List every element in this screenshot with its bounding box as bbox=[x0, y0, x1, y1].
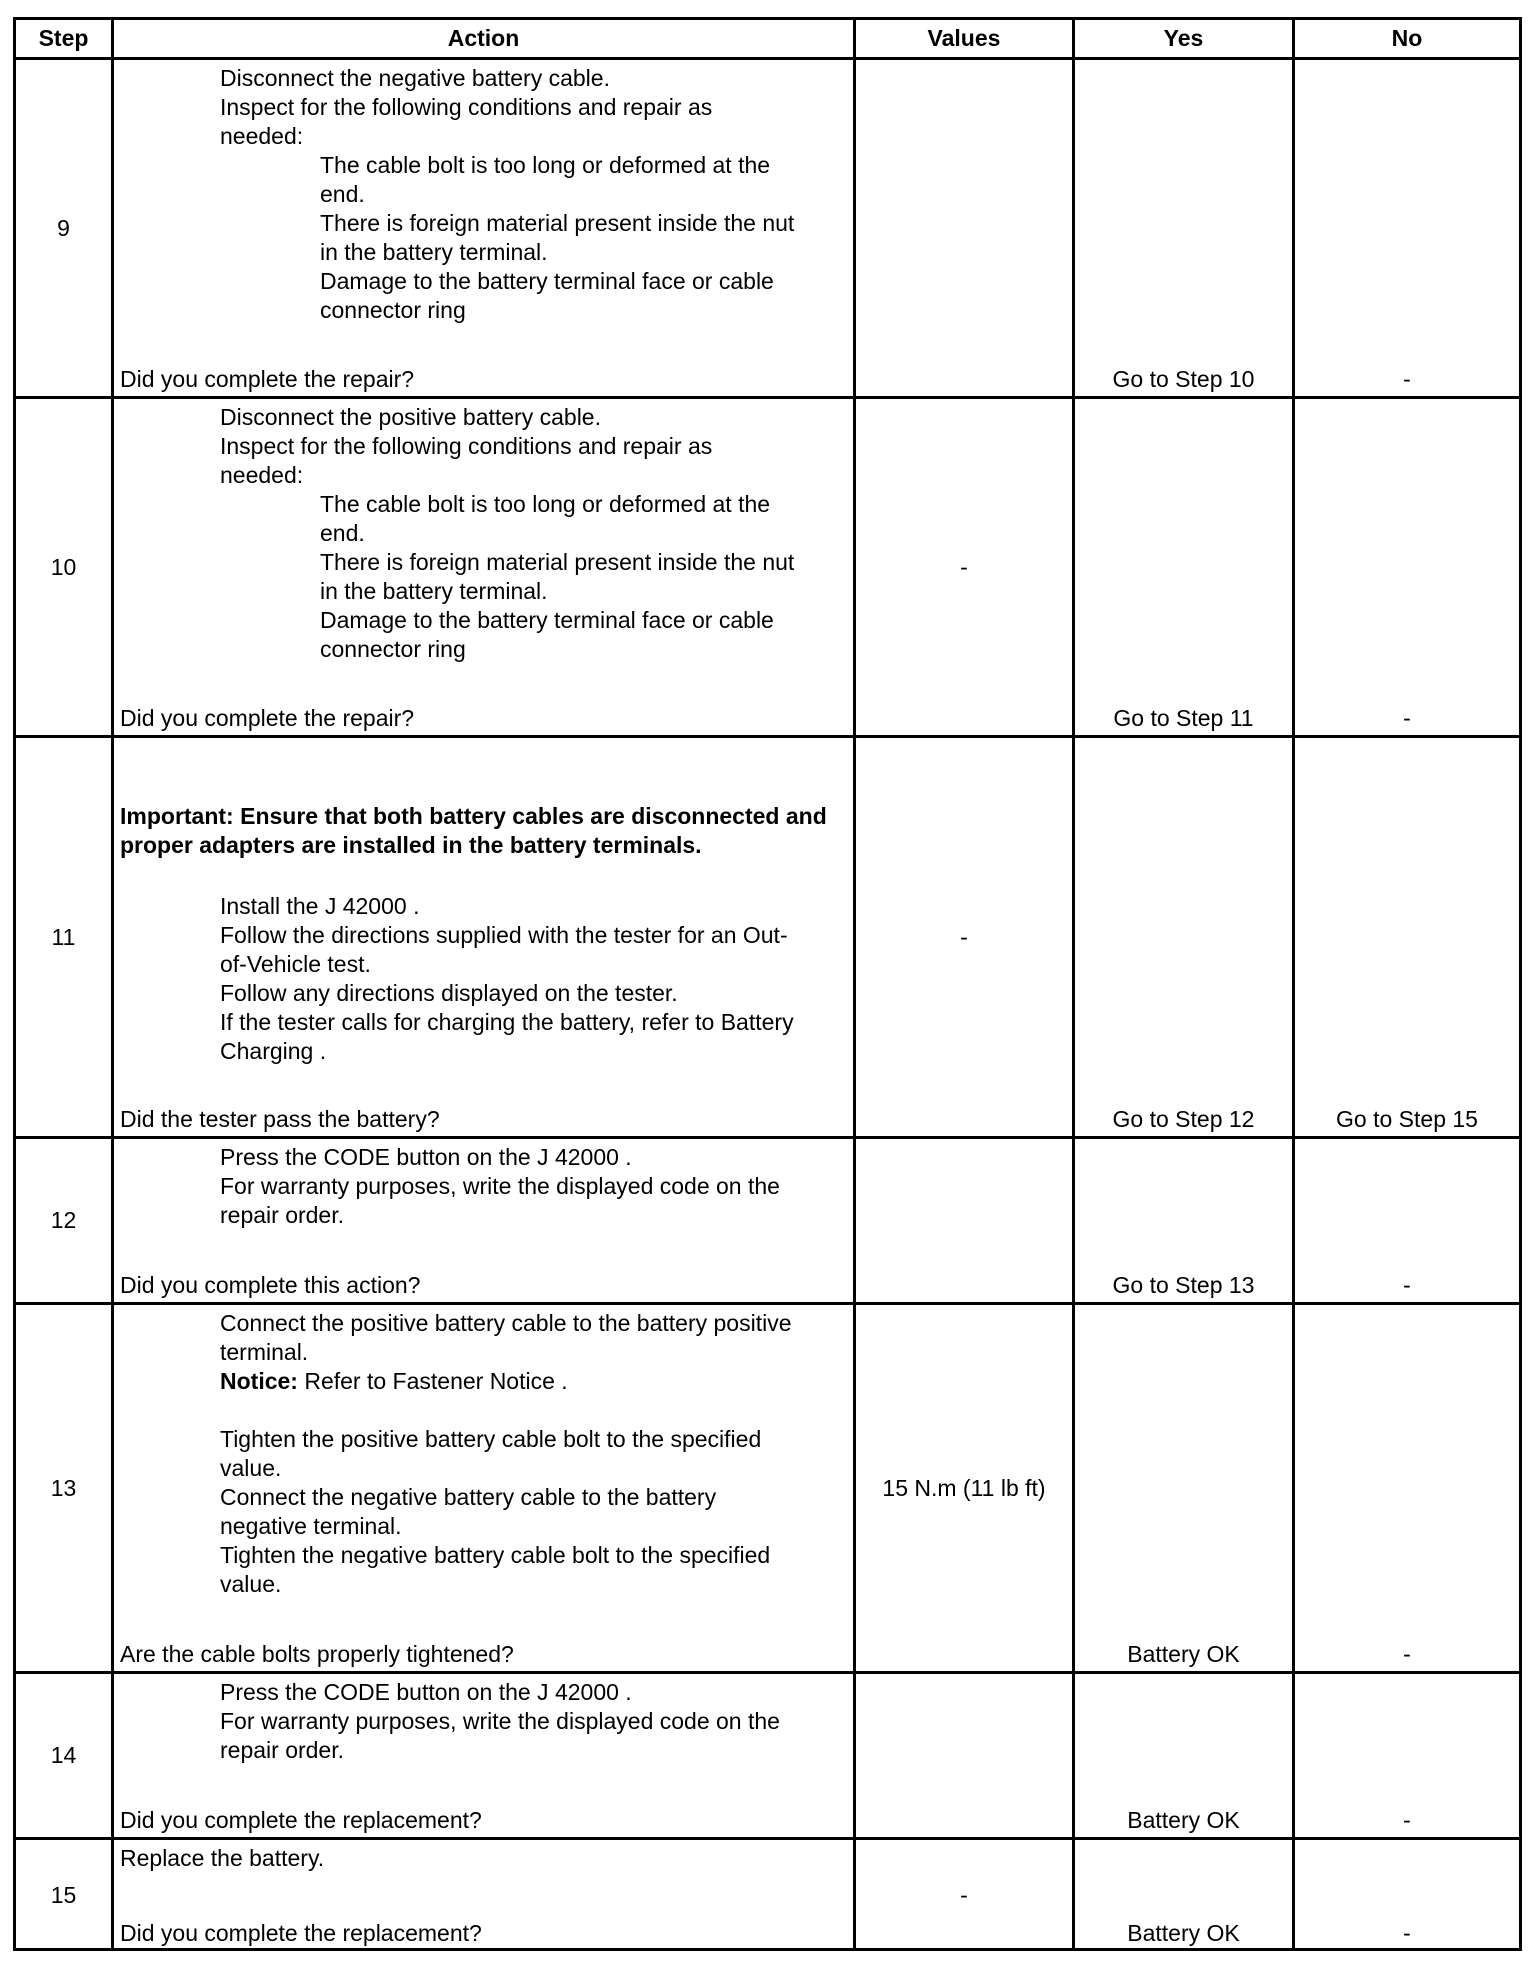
action-subline: Damage to the battery terminal face or cable bbox=[320, 268, 774, 294]
action-subline: Damage to the battery terminal face or cable bbox=[320, 607, 774, 633]
action-line: Follow the directions supplied with the tester for an Out- bbox=[220, 922, 788, 948]
action-question: Did you complete the repair? bbox=[120, 705, 415, 731]
action-line: Press the CODE button on the J 42000 . bbox=[220, 1144, 632, 1170]
action-line: Install the J 42000 . bbox=[220, 893, 420, 919]
action-line: Connect the positive battery cable to the battery positive bbox=[220, 1310, 792, 1336]
action-cell bbox=[114, 1305, 856, 1674]
header-no: No bbox=[1295, 20, 1519, 60]
action-line: Tighten the positive battery cable bolt to the specified bbox=[220, 1426, 762, 1452]
action-line: Disconnect the negative battery cable. bbox=[220, 65, 610, 91]
yes-cell: Go to Step 12 bbox=[1075, 738, 1295, 1139]
action-cell bbox=[114, 1840, 856, 1950]
action-line: value. bbox=[220, 1455, 282, 1481]
action-line: repair order. bbox=[220, 1737, 345, 1763]
notice-line bbox=[120, 1367, 847, 1396]
action-cell bbox=[114, 1674, 856, 1840]
yes-cell: Battery OK bbox=[1075, 1305, 1295, 1674]
yes-cell: Go to Step 13 bbox=[1075, 1139, 1295, 1305]
action-line: Replace the battery. bbox=[120, 1845, 325, 1871]
action-line: of-Vehicle test. bbox=[220, 951, 371, 977]
action-cell bbox=[114, 399, 856, 738]
step-number: 15 bbox=[16, 1840, 114, 1950]
value-cell bbox=[856, 1674, 1075, 1840]
notice-label: Notice: bbox=[220, 1368, 298, 1394]
step-number: 14 bbox=[16, 1674, 114, 1840]
action-question: Did you complete this action? bbox=[120, 1272, 421, 1298]
important-note: Important: Ensure that both battery cables are disconnected and proper adapters are installed in the battery terminals. bbox=[120, 803, 827, 858]
action-line: terminal. bbox=[220, 1339, 309, 1365]
header-yes: Yes bbox=[1075, 20, 1295, 60]
header-action: Action bbox=[114, 20, 856, 60]
action-subline: in the battery terminal. bbox=[320, 239, 548, 265]
action-subline: connector ring bbox=[320, 297, 466, 323]
action-line: Tighten the negative battery cable bolt to the specified bbox=[220, 1542, 771, 1568]
no-cell: - bbox=[1295, 1674, 1519, 1840]
action-line: negative terminal. bbox=[220, 1513, 402, 1539]
action-subline: There is foreign material present inside the nut bbox=[320, 210, 795, 236]
action-line: Press the CODE button on the J 42000 . bbox=[220, 1679, 632, 1705]
yes-cell: Go to Step 11 bbox=[1075, 399, 1295, 738]
action-line: Inspect for the following conditions and repair as bbox=[220, 94, 713, 120]
value-cell bbox=[856, 60, 1075, 399]
value-cell: - bbox=[856, 738, 1075, 1139]
action-cell bbox=[114, 60, 856, 399]
diagnostic-table bbox=[13, 17, 1522, 1951]
yes-cell: Go to Step 10 bbox=[1075, 60, 1295, 399]
action-subline: The cable bolt is too long or deformed at the bbox=[320, 152, 771, 178]
action-question: Did you complete the replacement? bbox=[120, 1807, 482, 1833]
action-line: For warranty purposes, write the displayed code on the bbox=[220, 1708, 780, 1734]
value-cell: - bbox=[856, 1840, 1075, 1950]
action-line: repair order. bbox=[220, 1202, 345, 1228]
action-question: Did the tester pass the battery? bbox=[120, 1106, 440, 1132]
action-question: Did you complete the replacement? bbox=[120, 1920, 482, 1946]
step-number: 12 bbox=[16, 1139, 114, 1305]
step-number: 13 bbox=[16, 1305, 114, 1674]
no-cell: - bbox=[1403, 1920, 1411, 1946]
action-line: needed: bbox=[220, 123, 304, 149]
header-values: Values bbox=[856, 20, 1075, 60]
action-line: needed: bbox=[220, 462, 304, 488]
action-subline: in the battery terminal. bbox=[320, 578, 548, 604]
no-cell: - bbox=[1295, 60, 1519, 399]
no-cell: - bbox=[1295, 399, 1519, 738]
action-subline: connector ring bbox=[320, 636, 466, 662]
action-line: Disconnect the positive battery cable. bbox=[220, 404, 601, 430]
action-line: value. bbox=[220, 1571, 282, 1597]
action-subline: end. bbox=[320, 520, 365, 546]
header-step: Step bbox=[16, 20, 114, 60]
action-line: Charging . bbox=[220, 1038, 327, 1064]
notice-text: Refer to Fastener Notice . bbox=[297, 1368, 568, 1394]
action-subline: There is foreign material present inside the nut bbox=[320, 549, 795, 575]
yes-cell: Battery OK bbox=[1075, 1674, 1295, 1840]
value-cell bbox=[856, 1139, 1075, 1305]
yes-cell: Battery OK bbox=[1075, 1840, 1295, 1950]
action-line: For warranty purposes, write the displayed code on the bbox=[220, 1173, 780, 1199]
no-cell: - bbox=[1295, 1139, 1519, 1305]
step-number: 10 bbox=[16, 399, 114, 738]
action-question: Did you complete the repair? bbox=[120, 366, 415, 392]
action-line: Connect the negative battery cable to the battery bbox=[220, 1484, 717, 1510]
value-cell: 15 N.m (11 lb ft) bbox=[856, 1305, 1075, 1674]
action-subline: end. bbox=[320, 181, 365, 207]
step-number: 11 bbox=[16, 738, 114, 1139]
action-line: Inspect for the following conditions and repair as bbox=[220, 433, 713, 459]
action-line: Follow any directions displayed on the tester. bbox=[220, 980, 678, 1006]
step-number: 9 bbox=[16, 60, 114, 399]
action-subline: The cable bolt is too long or deformed at the bbox=[320, 491, 771, 517]
action-cell bbox=[114, 1139, 856, 1305]
action-question: Are the cable bolts properly tightened? bbox=[120, 1641, 514, 1667]
action-line: If the tester calls for charging the battery, refer to Battery bbox=[220, 1009, 794, 1035]
no-cell: Go to Step 15 bbox=[1295, 738, 1519, 1139]
action-cell bbox=[114, 738, 856, 1139]
no-cell: - bbox=[1295, 1305, 1519, 1674]
value-cell: - bbox=[856, 399, 1075, 738]
